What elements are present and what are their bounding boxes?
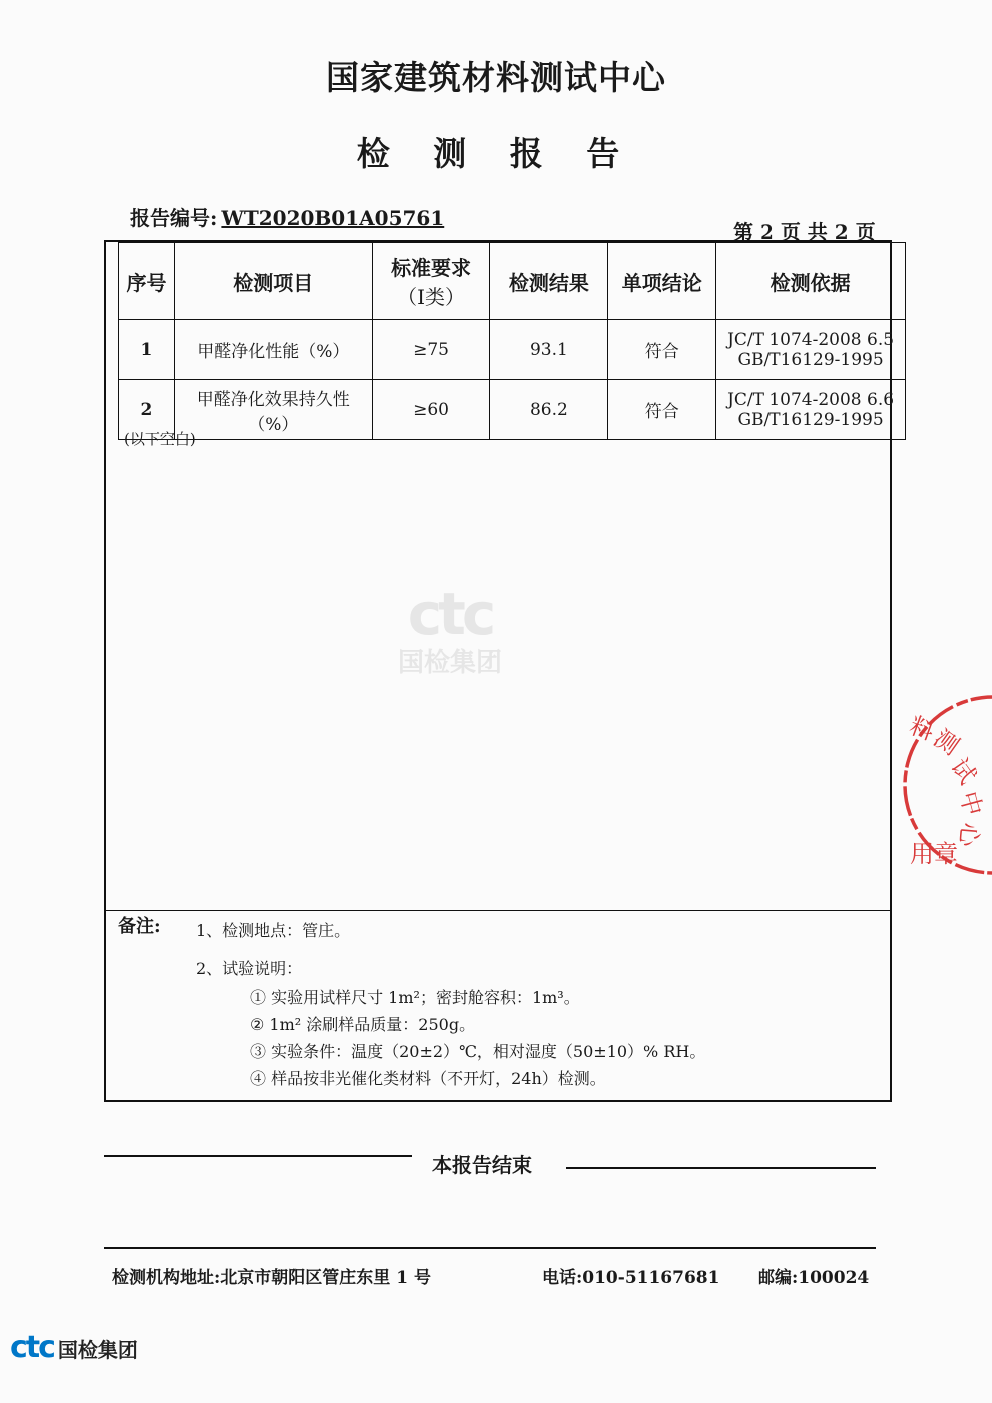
report-title: 检 测 报 告	[356, 134, 636, 173]
report-number-label: 报告编号:	[130, 206, 218, 230]
note-test-description: 2、试验说明：	[196, 959, 303, 978]
note-location: 1、检测地点：管庄。	[196, 921, 351, 940]
brand-logo	[10, 1330, 138, 1365]
footer-divider	[104, 1247, 876, 1249]
end-divider-right	[566, 1167, 876, 1169]
note-sub-4: ④ 样品按非光催化类材料（不开灯，24h）检测。	[250, 1069, 606, 1088]
svg-text:中: 中	[954, 788, 988, 819]
report-number	[130, 202, 444, 231]
svg-text:测: 测	[928, 723, 965, 761]
footer-address: 检测机构地址:北京市朝阳区管庄东里 1 号	[112, 1268, 431, 1288]
note-sub-2: ② 1m² 涂刷样品质量：250g。	[250, 1015, 476, 1034]
svg-text:心: 心	[953, 821, 984, 848]
header-item: 检测项目	[174, 243, 372, 320]
header-req: 标准要求 （Ⅰ类）	[372, 243, 490, 320]
table-header-row	[119, 243, 906, 320]
footer-postcode: 邮编:100024	[758, 1268, 870, 1288]
table-row: 1 甲醛净化性能（%） ≥75 93.1 符合 JC/T 1074-2008 6.5 GB/T16129-1995	[119, 320, 906, 380]
note-sub-3: ③ 实验条件：温度（20±2）℃，相对湿度（50±10）% RH。	[250, 1042, 706, 1061]
page-info: 第 2 页 共 2 页	[733, 220, 876, 244]
official-seal-icon	[888, 690, 992, 880]
header-result: 检测结果	[490, 243, 608, 320]
results-table	[118, 242, 906, 440]
blank-below-note: (以下空白)	[124, 430, 196, 448]
watermark-name: 国检集团	[398, 648, 503, 678]
svg-text:用章: 用章	[910, 840, 958, 868]
notes-divider	[104, 910, 892, 911]
footer-phone: 电话:010-51167681	[542, 1268, 720, 1288]
watermark	[398, 580, 502, 679]
table-row: 2 甲醛净化效果持久性 （%） ≥60 86.2 符合 JC/T 1074-2008 6.6 GB/T16129-1995	[119, 380, 906, 440]
report-number-value: WT2020B01A05761	[221, 206, 445, 230]
brand-logo-mark: ctc	[10, 1330, 54, 1365]
header-conclusion: 单项结论	[608, 243, 716, 320]
header-no: 序号	[119, 243, 175, 320]
note-sub-1: ① 实验用试样尺寸 1m²；密封舱容积：1m³。	[250, 988, 580, 1007]
svg-text:料: 料	[905, 711, 939, 746]
header-basis: 检测依据	[716, 243, 906, 320]
svg-text:试: 试	[945, 753, 982, 790]
notes-label: 备注:	[118, 916, 161, 937]
organization-name: 国家建筑材料测试中心	[326, 58, 666, 97]
brand-logo-name: 国检集团	[57, 1338, 138, 1362]
report-end: 本报告结束	[432, 1153, 532, 1177]
end-divider-left	[104, 1155, 412, 1157]
watermark-logo: ctc	[407, 580, 493, 648]
